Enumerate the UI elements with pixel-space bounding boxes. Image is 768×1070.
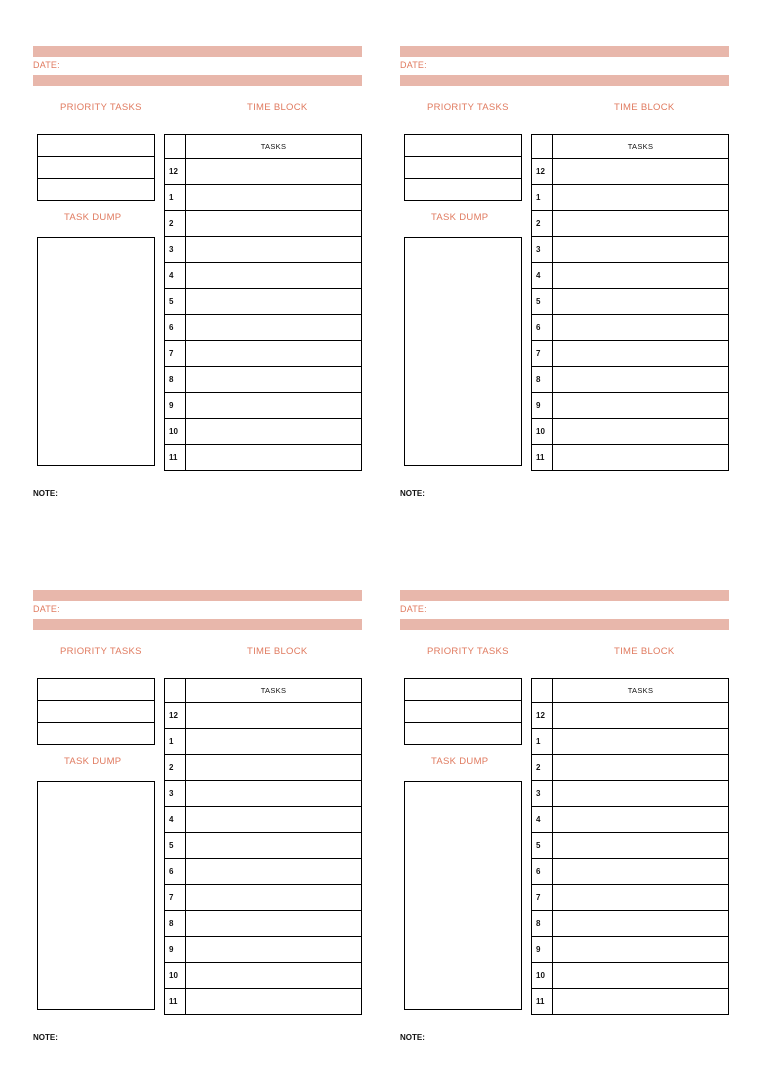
time-row — [165, 833, 361, 859]
time-block-task-cell[interactable] — [186, 185, 361, 210]
hour-label: 8 — [165, 367, 186, 392]
time-block-task-cell[interactable] — [553, 755, 728, 780]
time-block-heading: TIME BLOCK — [614, 102, 675, 113]
hour-label: 9 — [165, 393, 186, 418]
time-block-task-cell[interactable] — [553, 963, 728, 988]
hour-label: 4 — [165, 807, 186, 832]
hour-label: 5 — [165, 289, 186, 314]
time-block-task-cell[interactable] — [186, 963, 361, 988]
daily-planner — [400, 590, 730, 1070]
time-row — [532, 393, 728, 419]
daily-planner — [400, 46, 730, 526]
tasks-header: TASKS — [627, 686, 654, 695]
hour-label: 2 — [532, 755, 553, 780]
time-row — [165, 911, 361, 937]
tasks-header: TASKS — [260, 686, 287, 695]
time-row — [165, 393, 361, 419]
time-row — [165, 859, 361, 885]
note-label: NOTE: — [400, 489, 425, 498]
time-row — [165, 159, 361, 185]
time-row — [532, 159, 728, 185]
priority-task-row[interactable] — [38, 723, 154, 744]
priority-task-row[interactable] — [38, 135, 154, 157]
time-row — [532, 963, 728, 989]
hour-label: 7 — [165, 341, 186, 366]
hour-label: 3 — [532, 781, 553, 806]
priority-task-row[interactable] — [405, 179, 521, 200]
hour-label: 1 — [165, 729, 186, 754]
time-block-task-cell[interactable] — [553, 859, 728, 884]
task-dump-heading: TASK DUMP — [431, 756, 489, 767]
hour-label: 3 — [532, 237, 553, 262]
time-row — [532, 263, 728, 289]
time-block-header-row — [165, 135, 361, 159]
priority-task-row[interactable] — [405, 701, 521, 723]
time-block-task-cell[interactable] — [553, 781, 728, 806]
priority-tasks-heading: PRIORITY TASKS — [60, 646, 142, 657]
priority-tasks-heading: PRIORITY TASKS — [60, 102, 142, 113]
hour-label: 11 — [165, 445, 186, 470]
time-rows — [165, 159, 361, 470]
hour-header-cell — [532, 679, 553, 702]
time-row — [532, 315, 728, 341]
priority-task-row[interactable] — [405, 157, 521, 179]
date-bar-bottom — [33, 619, 362, 630]
hour-label: 9 — [165, 937, 186, 962]
priority-tasks-box — [37, 678, 155, 745]
hour-label: 11 — [532, 989, 553, 1014]
time-row — [532, 989, 728, 1014]
time-block-table — [531, 678, 729, 1015]
hour-label: 8 — [532, 367, 553, 392]
time-block-task-cell[interactable] — [553, 445, 728, 470]
priority-task-row[interactable] — [405, 135, 521, 157]
time-row — [165, 263, 361, 289]
hour-label: 6 — [532, 315, 553, 340]
hour-header-cell — [165, 135, 186, 158]
time-row — [532, 703, 728, 729]
time-row — [532, 445, 728, 470]
time-row — [165, 211, 361, 237]
time-row — [165, 729, 361, 755]
hour-label: 2 — [165, 755, 186, 780]
time-row — [165, 367, 361, 393]
time-rows — [165, 703, 361, 1014]
time-row — [532, 211, 728, 237]
time-block-task-cell[interactable] — [553, 807, 728, 832]
note-label: NOTE: — [33, 1033, 58, 1042]
time-block-task-cell[interactable] — [553, 989, 728, 1014]
time-block-task-cell[interactable] — [186, 937, 361, 962]
time-block-task-cell[interactable] — [186, 833, 361, 858]
daily-planner — [33, 46, 363, 526]
time-block-task-cell[interactable] — [186, 237, 361, 262]
time-block-task-cell[interactable] — [186, 807, 361, 832]
time-row — [165, 781, 361, 807]
date-label: DATE: — [400, 604, 427, 614]
time-row — [532, 885, 728, 911]
priority-tasks-box — [404, 678, 522, 745]
time-row — [165, 237, 361, 263]
time-block-table — [531, 134, 729, 471]
time-block-heading: TIME BLOCK — [614, 646, 675, 657]
hour-label: 10 — [532, 963, 553, 988]
time-row — [532, 419, 728, 445]
time-row — [532, 185, 728, 211]
hour-label: 5 — [532, 833, 553, 858]
date-bar-top — [400, 590, 729, 601]
hour-label: 6 — [532, 859, 553, 884]
priority-tasks-box — [37, 134, 155, 201]
time-block-task-cell[interactable] — [553, 367, 728, 392]
hour-label: 4 — [165, 263, 186, 288]
time-block-task-cell[interactable] — [186, 781, 361, 806]
time-rows — [532, 159, 728, 470]
hour-label: 10 — [532, 419, 553, 444]
time-block-heading: TIME BLOCK — [247, 646, 308, 657]
priority-task-row[interactable] — [38, 701, 154, 723]
date-bar-top — [33, 590, 362, 601]
time-block-task-cell[interactable] — [186, 315, 361, 340]
hour-label: 11 — [165, 989, 186, 1014]
time-row — [165, 703, 361, 729]
task-dump-heading: TASK DUMP — [64, 756, 122, 767]
time-block-task-cell[interactable] — [186, 885, 361, 910]
time-row — [165, 989, 361, 1014]
tasks-header: TASKS — [627, 142, 654, 151]
time-block-task-cell[interactable] — [553, 237, 728, 262]
hour-label: 12 — [165, 159, 186, 184]
hour-label: 2 — [165, 211, 186, 236]
hour-label: 4 — [532, 263, 553, 288]
time-row — [532, 341, 728, 367]
time-row — [165, 341, 361, 367]
time-block-task-cell[interactable] — [186, 341, 361, 366]
time-block-heading: TIME BLOCK — [247, 102, 308, 113]
hour-label: 10 — [165, 963, 186, 988]
time-block-task-cell[interactable] — [186, 703, 361, 728]
time-block-header-row — [532, 135, 728, 159]
hour-label: 5 — [165, 833, 186, 858]
time-block-task-cell[interactable] — [553, 911, 728, 936]
time-row — [532, 289, 728, 315]
date-bar-bottom — [400, 619, 729, 630]
priority-task-row[interactable] — [38, 679, 154, 701]
date-label: DATE: — [33, 60, 60, 70]
hour-label: 1 — [532, 729, 553, 754]
time-row — [532, 859, 728, 885]
time-row — [165, 885, 361, 911]
hour-header-cell — [165, 679, 186, 702]
hour-label: 7 — [165, 885, 186, 910]
time-block-task-cell[interactable] — [186, 445, 361, 470]
time-block-task-cell[interactable] — [186, 263, 361, 288]
time-block-task-cell[interactable] — [553, 703, 728, 728]
time-row — [165, 185, 361, 211]
priority-task-row[interactable] — [405, 679, 521, 701]
task-dump-box[interactable] — [404, 237, 522, 466]
time-block-table — [164, 678, 362, 1015]
hour-label: 5 — [532, 289, 553, 314]
hour-label: 8 — [165, 911, 186, 936]
hour-label: 6 — [165, 859, 186, 884]
time-row — [165, 807, 361, 833]
time-row — [165, 937, 361, 963]
date-bar-bottom — [33, 75, 362, 86]
time-block-task-cell[interactable] — [553, 937, 728, 962]
note-label: NOTE: — [400, 1033, 425, 1042]
date-bar-top — [33, 46, 362, 57]
hour-label: 12 — [532, 703, 553, 728]
time-rows — [532, 703, 728, 1014]
time-block-task-cell[interactable] — [553, 729, 728, 754]
note-label: NOTE: — [33, 489, 58, 498]
time-block-task-cell[interactable] — [186, 159, 361, 184]
hour-label: 9 — [532, 393, 553, 418]
time-block-header-row — [532, 679, 728, 703]
time-block-task-cell[interactable] — [186, 859, 361, 884]
time-block-task-cell[interactable] — [553, 185, 728, 210]
time-block-task-cell[interactable] — [553, 315, 728, 340]
priority-tasks-box — [404, 134, 522, 201]
time-block-task-cell[interactable] — [553, 419, 728, 444]
task-dump-box[interactable] — [404, 781, 522, 1010]
time-block-task-cell[interactable] — [186, 393, 361, 418]
time-block-header-row — [165, 679, 361, 703]
time-block-task-cell[interactable] — [186, 211, 361, 236]
hour-label: 8 — [532, 911, 553, 936]
priority-task-row[interactable] — [38, 157, 154, 179]
hour-label: 3 — [165, 781, 186, 806]
time-block-task-cell[interactable] — [553, 341, 728, 366]
time-row — [532, 781, 728, 807]
time-row — [532, 729, 728, 755]
priority-task-row[interactable] — [38, 179, 154, 200]
time-row — [532, 367, 728, 393]
hour-label: 4 — [532, 807, 553, 832]
time-row — [532, 807, 728, 833]
task-dump-heading: TASK DUMP — [431, 212, 489, 223]
hour-label: 6 — [165, 315, 186, 340]
hour-label: 7 — [532, 341, 553, 366]
daily-planner — [33, 590, 363, 1070]
task-dump-box[interactable] — [37, 781, 155, 1010]
time-row — [165, 289, 361, 315]
time-row — [532, 833, 728, 859]
date-bar-bottom — [400, 75, 729, 86]
time-block-task-cell[interactable] — [186, 911, 361, 936]
time-block-task-cell[interactable] — [553, 833, 728, 858]
tasks-header: TASKS — [260, 142, 287, 151]
time-row — [532, 755, 728, 781]
time-block-task-cell[interactable] — [553, 263, 728, 288]
priority-tasks-heading: PRIORITY TASKS — [427, 102, 509, 113]
time-block-task-cell[interactable] — [186, 989, 361, 1014]
priority-task-row[interactable] — [405, 723, 521, 744]
time-block-task-cell[interactable] — [186, 755, 361, 780]
time-block-task-cell[interactable] — [186, 289, 361, 314]
time-row — [532, 911, 728, 937]
hour-label: 7 — [532, 885, 553, 910]
time-block-task-cell[interactable] — [186, 367, 361, 392]
time-block-task-cell[interactable] — [186, 729, 361, 754]
date-bar-top — [400, 46, 729, 57]
task-dump-heading: TASK DUMP — [64, 212, 122, 223]
hour-header-cell — [532, 135, 553, 158]
time-block-table — [164, 134, 362, 471]
time-block-task-cell[interactable] — [553, 211, 728, 236]
hour-label: 3 — [165, 237, 186, 262]
hour-label: 9 — [532, 937, 553, 962]
time-row — [165, 419, 361, 445]
hour-label: 11 — [532, 445, 553, 470]
hour-label: 2 — [532, 211, 553, 236]
hour-label: 10 — [165, 419, 186, 444]
time-block-task-cell[interactable] — [553, 159, 728, 184]
time-row — [532, 937, 728, 963]
hour-label: 12 — [532, 159, 553, 184]
time-row — [165, 445, 361, 470]
date-label: DATE: — [33, 604, 60, 614]
hour-label: 1 — [165, 185, 186, 210]
time-row — [165, 755, 361, 781]
date-label: DATE: — [400, 60, 427, 70]
time-row — [532, 237, 728, 263]
task-dump-box[interactable] — [37, 237, 155, 466]
time-row — [165, 315, 361, 341]
hour-label: 12 — [165, 703, 186, 728]
priority-tasks-heading: PRIORITY TASKS — [427, 646, 509, 657]
time-block-task-cell[interactable] — [553, 885, 728, 910]
time-block-task-cell[interactable] — [553, 393, 728, 418]
hour-label: 1 — [532, 185, 553, 210]
time-row — [165, 963, 361, 989]
time-block-task-cell[interactable] — [553, 289, 728, 314]
time-block-task-cell[interactable] — [186, 419, 361, 444]
